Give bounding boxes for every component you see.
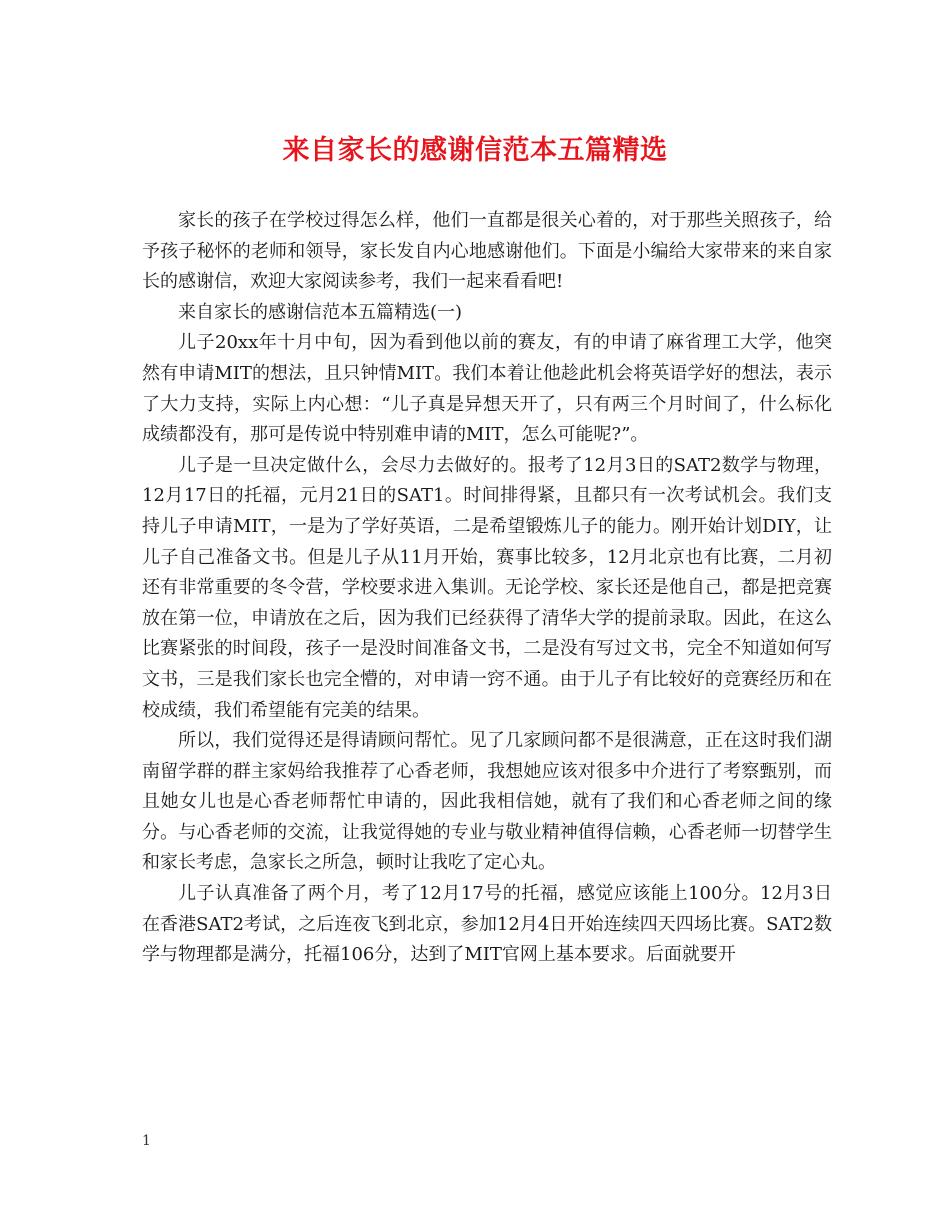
paragraph: 儿子认真准备了两个月，考了12月17号的托福，感觉应该能上100分。12月3日在香港SAT2考试，之后连夜飞到北京，参加12月4日开始连续四天四场比赛。SAT2数学与物理都是满分，托福106分，达到了MIT官网上基本要求。后面就要开 xyxy=(142,883,832,966)
document-body xyxy=(142,206,832,971)
paragraph: 儿子是一旦决定做什么，会尽力去做好的。报考了12月3日的SAT2数学与物理，12月17日的托福，元月21日的SAT1。时间排得紧，且都只有一次考试机会。我们支持儿子申请MIT，一是为了学好英语，二是希望锻炼儿子的能力。刚开始计划DIY，让儿子自己准备文书。但是儿子从11月开始，赛事比较多，12月北京也有比赛，二月初还有非常重要的冬令营，学校要求进入集训。无论学校、家长还是他自己，都是把竞赛放在第一位，申请放在之后，因为我们已经获得了清华大学的提前录取。因此，在这么比赛紧张的时间段，孩子一是没时间准备文书，二是没有写过文书，完全不知道如何写文书，三是我们家长也完全懵的，对申请一窍不通。由于儿子有比较好的竞赛经历和在校成绩，我们希望能有完美的结果。 xyxy=(142,454,832,721)
document-title: 来自家长的感谢信范本五篇精选 xyxy=(282,135,668,166)
paragraph-intro: 家长的孩子在学校过得怎么样，他们一直都是很关心着的，对于那些关照孩子，给予孩子秘怀的老师和领导，家长发自内心地感谢他们。下面是小编给大家带来的来自家长的感谢信，欢迎大家阅读参考，我们一起来看看吧! xyxy=(142,210,832,293)
paragraph: 儿子20xx年十月中旬，因为看到他以前的赛友，有的申请了麻省理工大学，他突然有申请MIT的想法，且只钟情MIT。我们本着让他趁此机会将英语学好的想法，表示了大力支持，实际上内心想：“儿子真是异想天开了，只有两三个月时间了，什么标化成绩都没有，那可是传说中特别难申请的MIT，怎么可能呢?”。 xyxy=(142,332,832,446)
page-number: 1 xyxy=(142,1133,151,1149)
section-heading: 来自家长的感谢信范本五篇精选(一) xyxy=(178,301,463,323)
paragraph: 所以，我们觉得还是得请顾问帮忙。见了几家顾问都不是很满意，正在这时我们湖南留学群的群主家妈给我推荐了心香老师，我想她应该对很多中介进行了考察甄别，而且她女儿也是心香老师帮忙申请的，因此我相信她，就有了我们和心香老师之间的缘分。与心香老师的交流，让我觉得她的专业与敬业精神值得信赖，心香老师一切替学生和家长考虑，急家长之所急，顿时让我吃了定心丸。 xyxy=(142,730,832,874)
